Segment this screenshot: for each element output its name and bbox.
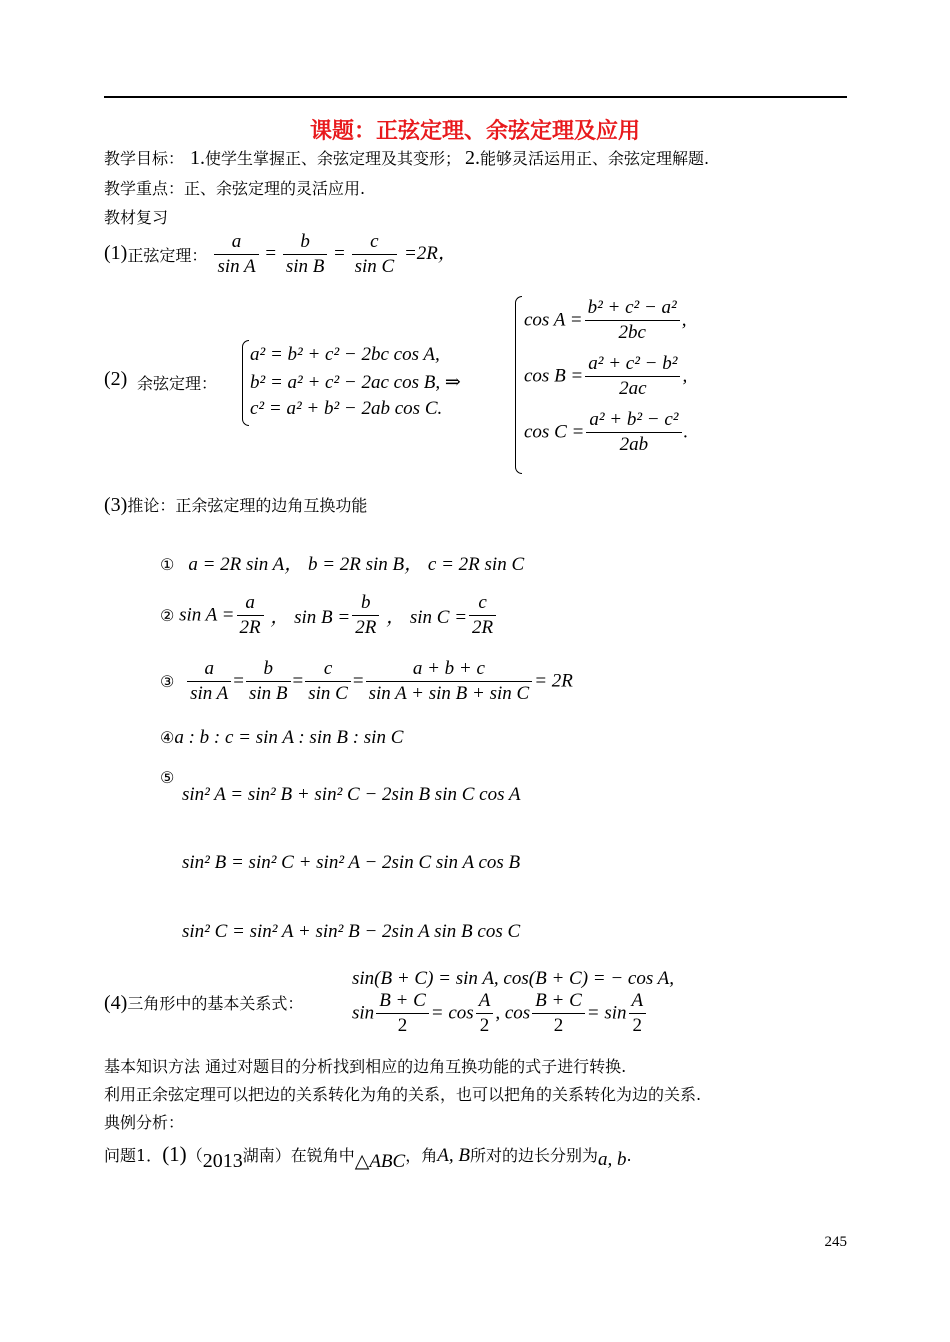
corollary-item-5-eq3: sin² C = sin² A + sin² B − 2sin A sin B cos C — [182, 921, 521, 942]
cosine-eq-3: c² = a² + b² − 2ab cos C. — [250, 398, 443, 419]
corollary-item-5-eq1: sin² A = sin² B + sin² C − 2sin B sin C cos A — [182, 784, 521, 805]
cos-b-formula: cos B = $\frac{\text{a² + c² − b²}}{2ac}$ , — [524, 353, 688, 399]
relations-heading: (4)三角形中的基本关系式： — [104, 992, 304, 1014]
corollary-item-4: ④a : b : c = sin A : sin B : sin C — [160, 727, 404, 748]
header-rule — [104, 96, 847, 98]
cosine-eq-2: b² = a² + c² − 2ac cos B, ⇒ — [250, 372, 461, 393]
corollary-item-5-mark: ⑤ — [160, 768, 175, 787]
sine-law: (1)正弦定理： $\frac{a}{\text{sin A}}$ = $\frac{b}{\text{sin B}}$ = $\frac{c}{\text{sin C}}$ =2R， — [104, 231, 457, 277]
page-title: 课题：正弦定理、余弦定理及应用 — [309, 118, 640, 144]
problem-1: 问题1．(1)（2013湖南）在锐角中△ABC，角A, B所对的边长分别为a, b. — [104, 1142, 632, 1172]
corollary-item-5-eq2: sin² B = sin² C + sin² A − 2sin C sin A cos B — [182, 852, 521, 873]
cosine-law-label: 余弦定理： — [137, 374, 218, 393]
examples-heading: 典例分析： — [104, 1113, 185, 1132]
corollary-item-3: ③ $\frac{a}{\text{sin A}}$ = $\frac{b}{\text{sin B}}$ = $\frac{c}{\text{sin C}}$ = $\frac{a + b + c}{\text{sin A + sin B + sin C}}$ = 2R — [160, 658, 573, 704]
cosine-law-num: (2) — [104, 368, 128, 390]
right-brace — [515, 296, 522, 474]
review-heading: 教材复习 — [104, 208, 169, 227]
corollary-item-2: ② sin A = $\frac{a}{2R}$ ， sin B = $\frac{b}{2R}$ ， sin C = $\frac{c}{2R}$ — [160, 592, 498, 639]
corollary-item-1: ① a = 2R sin A， b = 2R sin B， c = 2R sin C — [160, 554, 525, 575]
objectives-label: 教学目标： — [104, 149, 185, 168]
page-number: 245 — [824, 1234, 847, 1250]
relations-line-1: sin(B + C) = sin A, cos(B + C) = − cos A, — [352, 968, 674, 989]
objectives-line: 教学目标： 1.使学生掌握正、余弦定理及其变形； 2.能够灵活运用正、余弦定理解题. — [104, 147, 710, 169]
left-brace — [242, 340, 249, 426]
relations-line-2: sin $\frac{B + C}{2}$ = cos $\frac{A}{2}$ , cos $\frac{B + C}{2}$ = sin $\frac{A}{2}$ — [352, 990, 648, 1037]
conversion-line: 利用正余弦定理可以把边的关系转化为角的关系，也可以把角的关系转化为边的关系. — [104, 1085, 702, 1104]
cos-a-formula: cos A = $\frac{\text{b² + c² − a²}}{2bc}$ , — [524, 297, 687, 343]
cos-c-formula: cos C = $\frac{\text{a² + b² − c²}}{2ab}$ . — [524, 409, 689, 455]
corollary-heading: (3)推论：正余弦定理的边角互换功能 — [104, 494, 368, 516]
key-points-line: 教学重点：正、余弦定理的灵活应用. — [104, 179, 366, 198]
cosine-eq-1: a² = b² + c² − 2bc cos A, — [250, 344, 440, 365]
method-line: 基本知识方法 通过对题目的分析找到相应的边角互换功能的式子进行转换. — [104, 1057, 627, 1076]
